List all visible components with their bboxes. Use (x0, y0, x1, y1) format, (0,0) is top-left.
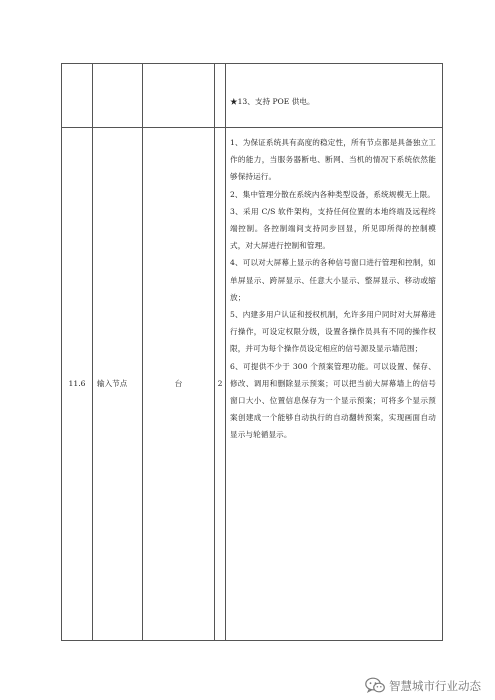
cell-unit: 台 (143, 128, 215, 641)
cell-spec (226, 128, 443, 641)
spec-paragraph: 4、可以对大屏幕上显示的各种信号窗口进行管理和控制，如单屏显示、跨屏显示、任意大小显示、整屏显示、移动或缩放； (230, 258, 436, 302)
table-row (62, 128, 443, 641)
spec-paragraph: 6、可提供不少于 300 个预案管理功能。可以设置、保存、修改、调用和删除显示预案；可以把当前大屏幕墙上的信号窗口大小、位置信息保存为一个显示预案；可将多个显示预案创建成一个能够自动执行的自动翻转预案，实现画面自动显示与轮循显示。 (230, 361, 436, 440)
wechat-icon (365, 677, 385, 694)
spec-paragraph: 1、为保证系统具有高度的稳定性，所有节点都是具备独立工作的能力，当服务器断电、断网、当机的情况下系统依然能够保持运行。 (230, 138, 436, 182)
spec-paragraph: 3、采用 C/S 软件架构，支持任何位置的本地终端及远程终端控制。各控制端间支持同步回显，所见即所得的控制模式，对大屏进行控制和管理。 (230, 206, 436, 251)
cell-spec (226, 64, 443, 128)
cell-qty (215, 64, 226, 128)
cell-item-name (93, 64, 143, 128)
watermark-text: 智慧城市行业动态 (389, 678, 481, 693)
spec-line: ★13、支持 POE 供电。 (230, 96, 315, 106)
spec-paragraph: 5、内建多用户认证和授权机制，允许多用户同时对大屏幕进行操作，可设定权限分级，设置各操作员具有不同的操作权限，并可为每个操作员设定相应的信号源及显示墙范围； (230, 310, 436, 354)
table-row (62, 64, 443, 128)
watermark (365, 677, 481, 694)
cell-item-no (62, 64, 93, 128)
cell-unit (143, 64, 215, 128)
cell-item-name: 输入节点 (93, 128, 143, 641)
cell-item-no: 11.6 (62, 128, 93, 641)
spec-table (61, 63, 443, 641)
spec-paragraph: 2、集中管理分散在系统内各种类型设备，系统规模无上限。 (230, 189, 435, 199)
cell-qty: 2 (215, 128, 226, 641)
